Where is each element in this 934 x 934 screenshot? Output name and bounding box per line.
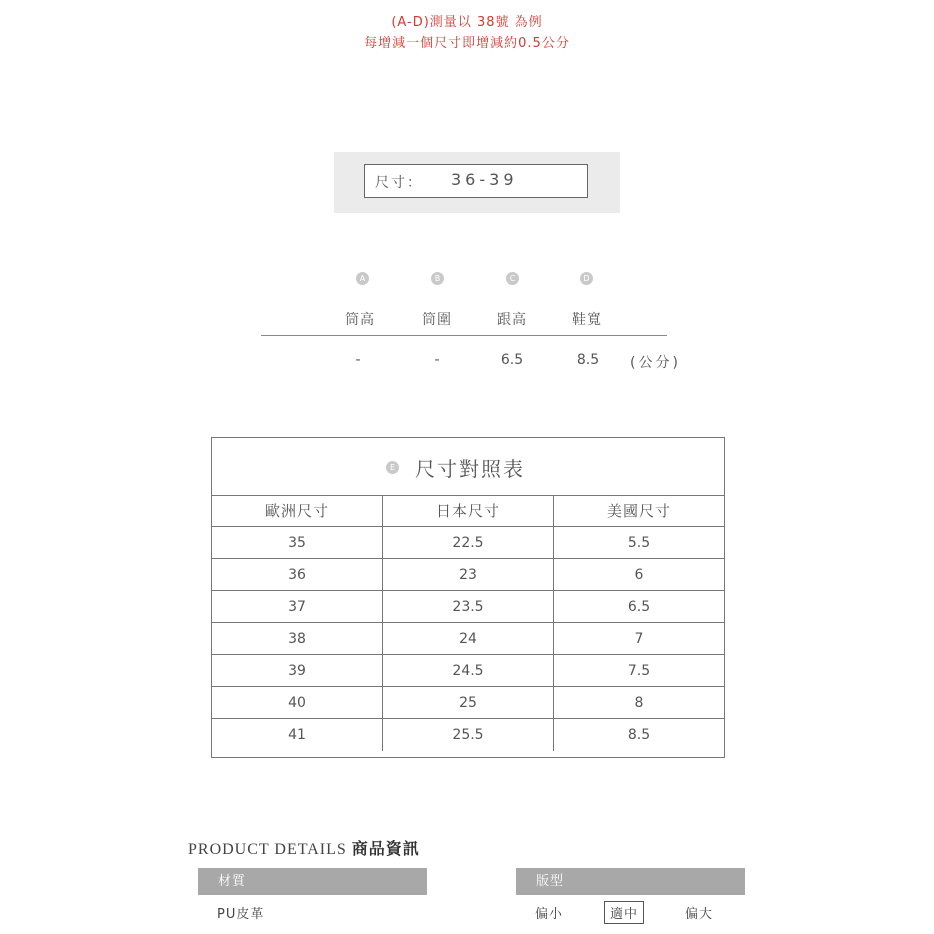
size-chart-title: 尺寸對照表 <box>415 457 525 481</box>
table-header-row <box>212 495 724 527</box>
column-header-us: 美國尺寸 <box>606 502 671 520</box>
cell-eu: 35 <box>212 527 383 558</box>
size-label: 尺寸： <box>375 175 423 191</box>
table-row <box>212 591 724 623</box>
value-shaft-height: - <box>355 352 361 368</box>
value-heel-height: 6.5 <box>500 352 524 368</box>
cell-us: 8 <box>634 695 644 711</box>
cell-jp: 23 <box>383 559 554 590</box>
fit-label: 版型 <box>516 868 745 895</box>
material-value: PU皮革 <box>217 907 265 922</box>
cell-eu: 40 <box>212 687 383 718</box>
cell-jp: 23.5 <box>383 591 554 622</box>
cell-eu: 39 <box>212 655 383 686</box>
value-shoe-width: 8.5 <box>576 352 600 368</box>
size-panel <box>334 152 620 213</box>
size-chart <box>211 437 725 758</box>
fit-option-small: 偏小 <box>535 907 564 922</box>
material-label: 材質 <box>198 868 427 895</box>
cell-eu: 36 <box>212 559 383 590</box>
badge-a-icon: A <box>356 272 369 285</box>
product-details-title <box>188 836 420 859</box>
table-row <box>212 559 724 591</box>
cell-jp: 24.5 <box>383 655 554 686</box>
cell-eu: 37 <box>212 591 383 622</box>
badge-c-icon: C <box>506 272 519 285</box>
table-row <box>212 655 724 687</box>
size-chart-header <box>212 438 724 496</box>
table-row <box>212 527 724 559</box>
size-field <box>364 164 588 198</box>
fit-option-large: 偏大 <box>685 907 714 922</box>
cell-us: 7.5 <box>627 663 651 679</box>
cell-jp: 25.5 <box>383 719 554 751</box>
size-chart-table <box>212 495 724 751</box>
product-details-title-en: PRODUCT DETAILS <box>188 841 347 858</box>
size-step-note: 每增減一個尺寸即增減約0.5公分 <box>364 36 570 51</box>
table-row <box>212 687 724 719</box>
cell-eu: 41 <box>212 719 383 751</box>
cell-us: 5.5 <box>627 535 651 551</box>
cell-jp: 22.5 <box>383 527 554 558</box>
measure-note: (A-D)測量以 38號 為例 <box>391 15 543 30</box>
table-row <box>212 623 724 655</box>
cell-us: 8.5 <box>627 727 651 743</box>
header-shaft-height: 筒高 <box>345 312 375 328</box>
unit-label: (公分) <box>630 355 681 371</box>
cell-jp: 24 <box>383 623 554 654</box>
column-header-eu: 歐洲尺寸 <box>212 495 383 526</box>
size-value: 36-39 <box>451 170 518 189</box>
cell-us: 6 <box>634 567 644 583</box>
cell-us: 7 <box>634 631 644 647</box>
header-heel-height: 跟高 <box>497 312 527 328</box>
cell-us: 6.5 <box>627 599 651 615</box>
table-row <box>212 719 724 751</box>
product-details-title-zh: 商品資訊 <box>351 839 420 858</box>
cell-jp: 25 <box>383 687 554 718</box>
header-shaft-circumference: 筒圍 <box>422 312 452 328</box>
cell-eu: 38 <box>212 623 383 654</box>
badge-d-icon: D <box>580 272 593 285</box>
measurement-divider <box>261 335 667 336</box>
fit-option-regular-selected: 適中 <box>604 901 644 924</box>
badge-b-icon: B <box>431 272 444 285</box>
badge-e-icon: E <box>386 461 399 474</box>
value-shaft-circumference: - <box>434 352 440 368</box>
header-shoe-width: 鞋寬 <box>572 312 602 328</box>
column-header-jp: 日本尺寸 <box>383 495 554 526</box>
